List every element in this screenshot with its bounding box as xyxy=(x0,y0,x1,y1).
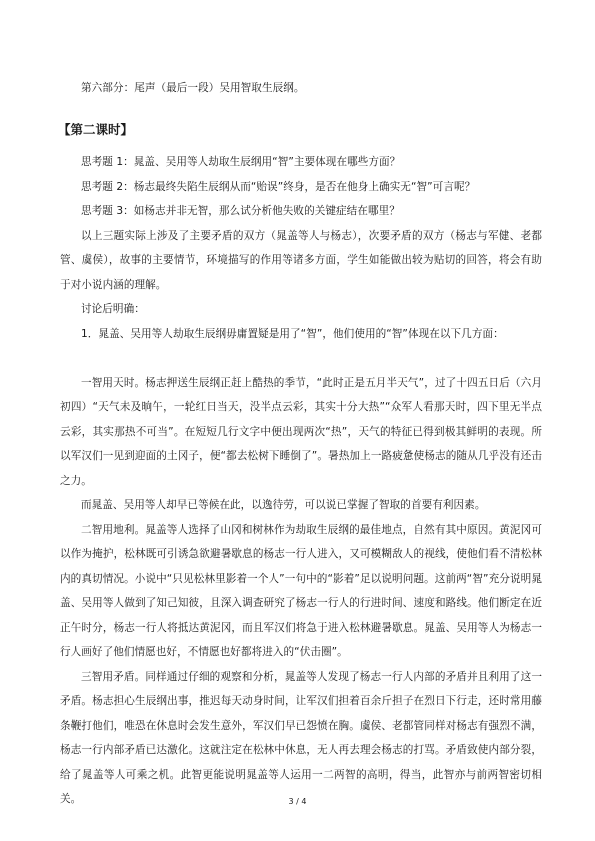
maodun-paragraph: 三智用矛盾。同样通过仔细的观察和分析，晁盖等人发现了杨志一行人内部的矛盾并且利用了这一矛盾。杨志担心生辰纲出事，推迟每天动身时间，让军汉们担着百余斤担子在烈日下行走，还时常用藤条鞭打他们，唯恐在休息时会发生意外，军汉们早已怨愤在胸。虞侯、老都管同样对杨志有强烈不满，杨志一行内部矛盾已达激化。这就注定在松林中休息，无人再去理会杨志的打骂。矛盾致使内部分裂，给了晁盖等人可乘之机。此智更能说明晁盖等人运用一二两智的高明，得当，此智亦与前两智密切相关。 xyxy=(60,670,542,805)
question-3: 思考题 3：如杨志并非无智，那么试分析他失败的关键症结在哪里？ xyxy=(81,205,400,217)
section-heading: 【第二课时】 xyxy=(58,122,134,137)
question-1: 思考题 1：晁盖、吴用等人劫取生辰纲用“智”主要体现在哪些方面？ xyxy=(81,156,401,168)
point-1-paragraph: 1．晁盖、吴用等人劫取生辰纲毋庸置疑是用了“智”，他们使用的“智”体现在以下几方面： xyxy=(81,327,504,340)
intro-line: 第六部分：尾声（最后一段）吴用智取生辰纲。 xyxy=(81,82,305,94)
analysis-paragraph: 以上三题实际上涉及了主要矛盾的双方（晁盖等人与杨志），次要矛盾的双方（杨志与军健、老都管、虞侯），故事的主要情节，环境描写的作用等诸多方面，学生如能做出较为贴切的回答，将会有助于对小说内涵的理解。 xyxy=(60,229,542,291)
tianshi-paragraph: 一智用天时。杨志押送生辰纲正赶上酷热的季节，“此时正是五月半天气”，过了十四五日后（六月初四）“天气未及晌午，一轮红日当天，没半点云彩，其实十分大热”“众军人看那天时，四下里无半点云彩，其实那热不可当”。在短短几行文字中便出现两次“热”，天气的特征已得到极其鲜明的表现。所以军汉们一见到迎面的土冈子，便“都去松树下睡倒了”。暑热加上一路疲惫使杨志的随从几乎没有还击之力。 xyxy=(60,376,542,487)
discussion-label: 讨论后明确： xyxy=(81,303,145,315)
dili-paragraph: 二智用地利。晁盖等人选择了山冈和树林作为劫取生辰纲的最佳地点，自然有其中原因。黄泥冈可以作为掩护，松林既可引诱急欲避暑歇息的杨志一行人进入，又可模糊敌人的视线，使他们看不清松林内的真切情况。小说中“只见松林里影着一个人”一句中的“影着”足以说明问题。这前两“智”充分说明晁盖、吴用等人做到了知己知彼，且深入调查研究了杨志一行人的行进时间、速度和路线。他们断定在近正午时分，杨志一行人将抵达黄泥冈，而且军汉们将急于进入松林避暑歇息。晁盖、吴用等人为杨志一行人画好了他们情愿也好，不情愿也好都将进入的“伏击圈”。 xyxy=(60,523,542,658)
yidai-paragraph: 而晁盖、吴用等人却早已等候在此，以逸待劳，可以说已掌握了智取的首要有利因素。 xyxy=(81,499,486,511)
question-2: 思考题 2：杨志最终失陷生辰纲从而“贻误”终身，是否在他身上确实无“智”可言呢？ xyxy=(81,180,476,193)
page-number: 3 / 4 xyxy=(288,797,307,806)
